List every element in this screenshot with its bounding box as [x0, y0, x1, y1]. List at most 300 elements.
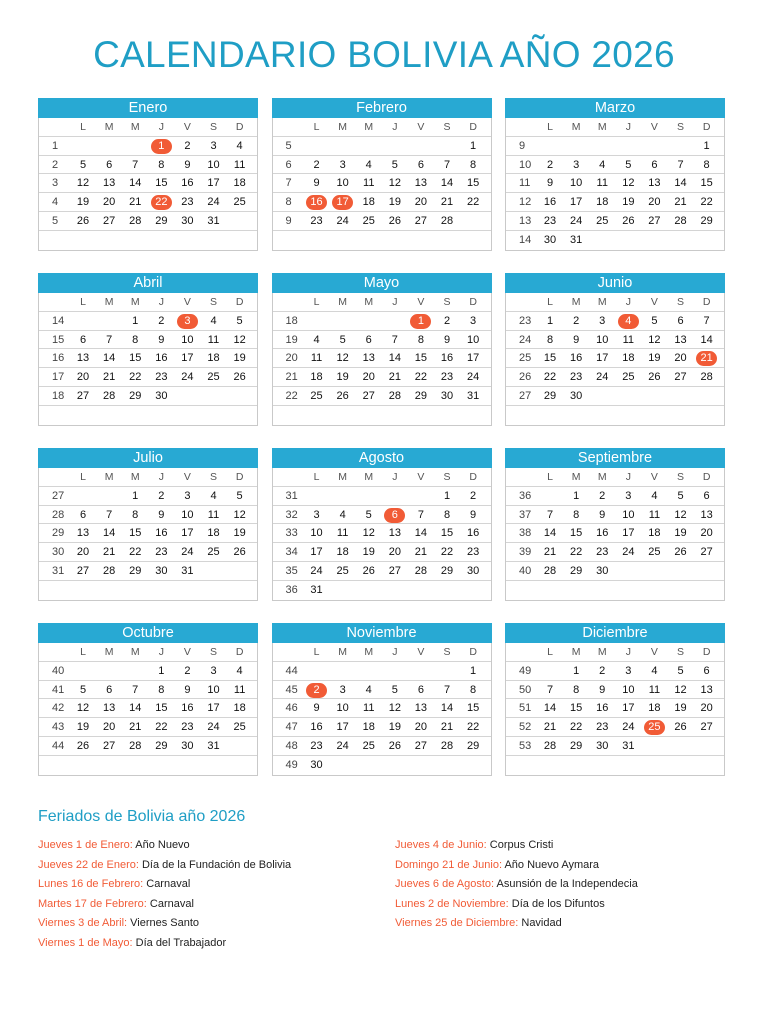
day-cell: 11	[233, 683, 246, 696]
day-cell: 23	[181, 721, 194, 734]
weekday-label: D	[235, 296, 244, 308]
day-cell: 18	[596, 196, 609, 209]
day-cell: 27	[103, 739, 116, 752]
day-cell: 13	[76, 352, 90, 365]
day-cell: 30	[310, 758, 323, 771]
weekday-label: M	[571, 471, 581, 483]
calendar-grid	[38, 98, 725, 776]
week-number	[506, 406, 537, 425]
day-cell: 14	[543, 527, 557, 540]
day-cell: 16	[543, 196, 557, 209]
day-cell: 15	[543, 352, 557, 365]
day-cell	[356, 137, 382, 156]
holiday-item	[38, 895, 291, 915]
day-cell	[148, 406, 174, 425]
day-cell: 29	[700, 214, 713, 227]
day-cell: 10	[181, 333, 194, 346]
day-cell: 24	[336, 214, 349, 227]
day-cell: 24	[207, 196, 220, 209]
week-number	[39, 231, 70, 250]
day-cell: 23	[543, 214, 557, 227]
weekday-label: M	[364, 646, 374, 658]
day-cell: 23	[466, 546, 480, 559]
holiday-marker: 21	[696, 351, 717, 366]
day-cell	[615, 562, 641, 581]
day-cell: 8	[470, 683, 477, 696]
weekday-label: M	[130, 296, 140, 308]
week-row	[39, 506, 257, 525]
month-name: Octubre	[38, 623, 258, 643]
week-row	[273, 349, 491, 368]
week-number: 3	[52, 177, 59, 190]
day-cell: 9	[184, 158, 191, 171]
weekday-header	[273, 118, 491, 137]
weekday-label: M	[597, 646, 607, 658]
day-cell: 26	[674, 546, 687, 559]
day-cell: 15	[466, 177, 480, 190]
day-cell: 7	[443, 158, 451, 171]
day-cell: 3	[470, 314, 477, 327]
day-cell: 27	[700, 546, 713, 559]
week-number: 18	[285, 314, 298, 327]
weekday-label: L	[313, 471, 320, 483]
day-cell: 13	[414, 702, 428, 715]
week-number: 2	[52, 158, 59, 171]
week-number: 23	[519, 314, 532, 327]
day-cell: 16	[181, 702, 194, 715]
day-cell	[70, 137, 96, 156]
day-cell	[174, 406, 200, 425]
day-cell	[537, 581, 563, 600]
day-cell: 15	[414, 352, 428, 365]
day-cell: 21	[103, 371, 116, 384]
holiday-date: Viernes 1 de Mayo:	[38, 936, 133, 949]
week-number: 33	[285, 527, 298, 540]
day-cell: 17	[466, 352, 480, 365]
day-cell: 4	[236, 664, 243, 677]
weekday-label: M	[338, 646, 348, 658]
day-cell: 4	[313, 333, 320, 346]
week-number: 21	[285, 371, 298, 384]
day-cell: 27	[700, 721, 713, 734]
day-cell: 6	[417, 158, 424, 171]
week-row	[506, 193, 724, 212]
day-cell: 14	[440, 177, 454, 190]
week-number: 1	[52, 139, 59, 152]
day-cell: 2	[158, 489, 165, 502]
page-title: CALENDARIO BOLIVIA AÑO 2026	[93, 34, 675, 75]
week-row	[273, 156, 491, 175]
day-cell: 29	[155, 739, 168, 752]
day-cell: 23	[570, 371, 583, 384]
day-cell: 28	[388, 389, 401, 402]
weekday-label: L	[547, 121, 553, 133]
day-cell	[200, 406, 226, 425]
weekday-label: V	[650, 296, 658, 308]
day-cell	[589, 756, 615, 775]
month-junio	[505, 273, 725, 426]
holidays-list-left	[38, 836, 291, 954]
day-cell: 21	[674, 196, 687, 209]
day-cell: 22	[570, 546, 583, 559]
day-cell: 29	[414, 389, 428, 402]
day-cell: 21	[388, 371, 401, 384]
day-cell: 18	[233, 702, 246, 715]
day-cell	[408, 487, 434, 506]
day-cell: 3	[339, 683, 346, 696]
month-julio	[38, 448, 258, 601]
holiday-marker: 22	[151, 195, 172, 210]
week-number: 40	[52, 664, 65, 677]
day-cell: 16	[596, 702, 609, 715]
day-cell	[382, 756, 408, 775]
day-cell: 13	[700, 508, 713, 521]
day-cell: 19	[674, 527, 687, 540]
week-number	[39, 756, 70, 775]
day-cell: 22	[466, 721, 480, 734]
day-cell-holiday	[148, 193, 174, 212]
holiday-date: Jueves 4 de Junio:	[395, 839, 487, 851]
day-cell: 1	[158, 664, 165, 677]
day-cell: 30	[155, 389, 168, 402]
weekday-label: J	[392, 296, 398, 308]
day-cell	[408, 406, 434, 425]
week-number: 25	[519, 352, 532, 365]
day-cell	[382, 137, 408, 156]
weekday-label: D	[469, 121, 477, 133]
weekday-header	[39, 293, 257, 312]
day-cell: 26	[233, 371, 246, 384]
day-cell: 25	[207, 371, 220, 384]
day-cell	[537, 137, 563, 156]
day-cell	[589, 387, 615, 406]
day-cell	[641, 581, 667, 600]
day-cell: 12	[622, 177, 635, 190]
day-cell: 16	[466, 527, 480, 540]
day-cell: 9	[546, 177, 554, 190]
week-number: 44	[52, 739, 65, 752]
week-number: 34	[285, 546, 298, 559]
day-cell: 4	[365, 158, 372, 171]
week-number-header	[39, 293, 70, 312]
day-cell: 15	[155, 177, 168, 190]
holiday-marker: 2	[306, 683, 327, 698]
day-cell: 14	[543, 702, 557, 715]
day-cell	[615, 231, 641, 250]
week-row	[39, 137, 257, 156]
week-number-header	[506, 293, 537, 312]
day-cell: 1	[132, 314, 139, 327]
week-number	[506, 581, 537, 600]
week-number	[39, 581, 70, 600]
day-cell: 5	[236, 314, 243, 327]
weekday-label: S	[210, 296, 218, 308]
day-cell: 29	[466, 739, 480, 752]
holiday-date: Jueves 1 de Enero:	[38, 839, 133, 851]
day-cell	[96, 312, 122, 331]
week-number: 24	[519, 333, 532, 346]
day-cell	[356, 406, 382, 425]
day-cell	[96, 581, 122, 600]
week-number: 36	[519, 489, 532, 502]
weekday-label: V	[417, 296, 425, 308]
day-cell: 6	[79, 333, 87, 346]
weekday-label: S	[443, 646, 451, 658]
week-number: 9	[285, 214, 292, 227]
day-cell: 14	[129, 177, 142, 190]
holiday-date: Viernes 3 de Abril:	[38, 917, 128, 930]
day-cell: 9	[158, 508, 165, 521]
weekday-label: L	[547, 296, 553, 308]
week-number: 49	[285, 758, 298, 771]
day-cell	[615, 137, 641, 156]
week-number: 38	[519, 527, 532, 540]
day-cell: 20	[103, 196, 116, 209]
day-cell: 9	[573, 333, 580, 346]
day-cell: 28	[700, 371, 713, 384]
month-name: Septiembre	[505, 448, 725, 468]
week-row	[39, 174, 257, 193]
week-row	[273, 174, 491, 193]
week-row	[273, 331, 491, 350]
day-cell: 20	[76, 371, 90, 384]
day-cell: 8	[158, 158, 165, 171]
day-cell: 3	[210, 664, 217, 677]
day-cell: 10	[207, 158, 220, 171]
week-row	[39, 737, 257, 756]
day-cell: 18	[622, 352, 635, 365]
day-cell: 7	[546, 683, 554, 696]
holiday-date: Viernes 25 de Diciembre:	[395, 917, 519, 930]
week-number: 26	[519, 371, 532, 384]
weekday-label: D	[469, 296, 477, 308]
day-cell	[356, 581, 382, 600]
day-cell: 14	[440, 702, 454, 715]
holiday-item	[395, 836, 638, 856]
weekday-label: L	[547, 471, 553, 483]
day-cell: 23	[310, 214, 323, 227]
day-cell	[227, 581, 253, 600]
day-cell: 2	[158, 314, 165, 327]
day-cell: 18	[233, 177, 246, 190]
week-row	[506, 368, 724, 387]
day-cell	[96, 487, 122, 506]
day-cell: 20	[700, 527, 713, 540]
weekday-label: J	[392, 646, 398, 658]
day-cell	[304, 662, 330, 681]
day-cell: 21	[440, 196, 454, 209]
day-cell: 13	[648, 177, 661, 190]
week-row	[273, 506, 491, 525]
day-cell: 22	[414, 371, 428, 384]
day-cell: 19	[622, 196, 635, 209]
day-cell	[667, 756, 693, 775]
week-row	[39, 487, 257, 506]
week-number: 14	[52, 314, 65, 327]
month-name: Noviembre	[272, 623, 492, 643]
holiday-item	[38, 875, 291, 895]
day-cell: 24	[596, 371, 609, 384]
week-row	[506, 406, 724, 425]
day-cell: 20	[103, 721, 116, 734]
week-number: 31	[52, 564, 65, 577]
weekday-label: S	[677, 646, 685, 658]
day-cell	[227, 387, 253, 406]
week-row	[506, 524, 724, 543]
week-number: 51	[519, 702, 532, 715]
week-number: 29	[52, 527, 65, 540]
day-cell: 25	[362, 214, 375, 227]
day-cell: 20	[414, 721, 428, 734]
day-cell	[148, 231, 174, 250]
day-cell: 31	[570, 233, 583, 246]
month-name: Marzo	[505, 98, 725, 118]
day-cell: 30	[155, 564, 168, 577]
week-number: 30	[52, 546, 65, 559]
day-cell	[356, 312, 382, 331]
day-cell-holiday	[304, 193, 330, 212]
week-number: 45	[285, 683, 298, 696]
weekday-label: M	[338, 121, 348, 133]
weekday-label: M	[364, 121, 374, 133]
day-cell: 19	[362, 546, 375, 559]
week-row	[273, 662, 491, 681]
weekday-label: J	[625, 296, 631, 308]
week-number-header	[273, 293, 304, 312]
day-cell	[408, 581, 434, 600]
day-cell: 24	[466, 371, 480, 384]
month-name: Abril	[38, 273, 258, 293]
holidays-title: Feriados de Bolivia año 2026	[38, 808, 246, 825]
day-cell: 1	[470, 664, 477, 677]
day-cell: 19	[674, 702, 687, 715]
day-cell	[641, 387, 667, 406]
day-cell: 4	[210, 489, 217, 502]
weekday-label: S	[443, 471, 451, 483]
day-cell: 2	[184, 664, 191, 677]
day-cell: 27	[76, 389, 90, 402]
day-cell: 19	[388, 196, 401, 209]
day-cell: 7	[391, 333, 398, 346]
day-cell	[70, 231, 96, 250]
day-cell: 15	[440, 527, 454, 540]
day-cell: 26	[336, 389, 349, 402]
day-cell: 20	[648, 196, 661, 209]
day-cell-holiday	[694, 349, 720, 368]
day-cell: 13	[103, 177, 116, 190]
week-number: 5	[52, 214, 59, 227]
day-cell: 9	[470, 508, 477, 521]
weekday-label: V	[183, 646, 191, 658]
month-diciembre	[505, 623, 725, 776]
day-cell: 11	[310, 352, 323, 365]
day-cell	[694, 737, 720, 756]
holiday-name: Día del Trabajador	[135, 936, 227, 949]
day-cell: 6	[106, 158, 113, 171]
holidays-list-right	[395, 836, 638, 934]
holiday-marker: 1	[410, 314, 431, 329]
day-cell: 20	[674, 352, 687, 365]
day-cell	[122, 756, 148, 775]
day-cell	[96, 137, 122, 156]
week-row	[39, 349, 257, 368]
month-octubre	[38, 623, 258, 776]
day-cell: 15	[700, 177, 713, 190]
day-cell: 26	[674, 721, 687, 734]
day-cell	[615, 581, 641, 600]
day-cell: 14	[388, 352, 401, 365]
weekday-label: M	[571, 121, 581, 133]
day-cell: 17	[181, 352, 194, 365]
day-cell: 16	[440, 352, 454, 365]
day-cell: 2	[313, 158, 320, 171]
day-cell	[70, 487, 96, 506]
day-cell	[70, 756, 96, 775]
day-cell: 4	[365, 683, 372, 696]
weekday-label: M	[130, 121, 140, 133]
day-cell	[227, 406, 253, 425]
day-cell: 8	[470, 158, 477, 171]
day-cell: 2	[184, 139, 191, 152]
week-row	[506, 681, 724, 700]
day-cell: 9	[443, 333, 451, 346]
week-row	[39, 756, 257, 775]
week-number: 52	[519, 721, 532, 734]
weekday-header	[39, 643, 257, 662]
week-row	[39, 312, 257, 331]
week-row	[273, 487, 491, 506]
day-cell	[304, 487, 330, 506]
weekday-label: M	[104, 296, 114, 308]
day-cell: 12	[76, 177, 90, 190]
week-row	[506, 737, 724, 756]
day-cell: 21	[414, 546, 428, 559]
day-cell: 10	[596, 333, 609, 346]
day-cell: 7	[677, 158, 684, 171]
day-cell: 21	[543, 721, 557, 734]
day-cell: 8	[573, 508, 580, 521]
day-cell: 3	[625, 489, 632, 502]
day-cell	[200, 231, 226, 250]
day-cell: 29	[155, 214, 168, 227]
day-cell: 26	[388, 739, 401, 752]
day-cell	[537, 662, 563, 681]
day-cell: 21	[129, 196, 142, 209]
holiday-name: Carnaval	[149, 897, 194, 910]
day-cell	[694, 387, 720, 406]
weekday-label: J	[625, 121, 631, 133]
weekday-label: V	[417, 646, 425, 658]
day-cell	[174, 756, 200, 775]
week-number-header	[39, 118, 70, 137]
day-cell: 14	[103, 352, 116, 365]
day-cell	[615, 406, 641, 425]
week-row	[39, 581, 257, 600]
weekday-label: M	[571, 646, 581, 658]
week-number-header	[506, 118, 537, 137]
day-cell	[434, 756, 460, 775]
holiday-date: Lunes 2 de Noviembre:	[395, 897, 509, 910]
day-cell: 26	[76, 214, 90, 227]
day-cell: 7	[106, 508, 113, 521]
day-cell	[304, 406, 330, 425]
day-cell: 25	[233, 721, 246, 734]
weekday-label: D	[469, 646, 477, 658]
month-mayo	[272, 273, 492, 426]
month-noviembre	[272, 623, 492, 776]
week-number-header	[39, 643, 70, 662]
weekday-label: M	[571, 296, 581, 308]
